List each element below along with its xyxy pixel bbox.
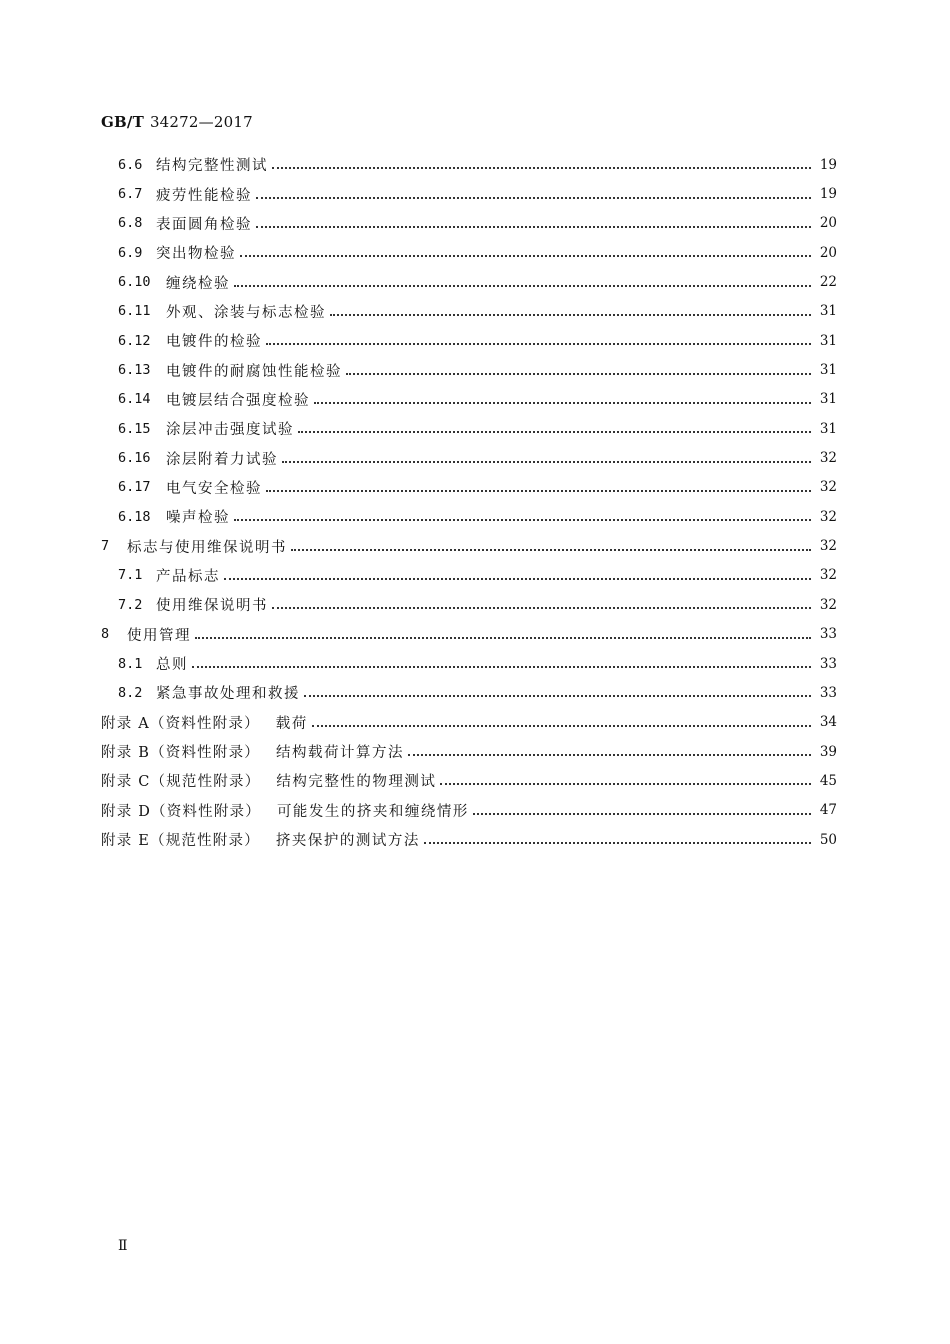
toc-entry-title: 电镀件的耐腐蚀性能检验 <box>166 363 342 380</box>
toc-entry-title: 使用维保说明书 <box>156 598 268 615</box>
toc-entry-title: 噪声检验 <box>166 510 230 527</box>
toc-entry-title: 涂层冲击强度试验 <box>166 422 294 439</box>
toc-entry-6-7[interactable] <box>101 179 837 208</box>
dot-leader <box>266 489 811 492</box>
toc-entry-number: 6.8 <box>118 215 143 232</box>
toc-entry-6-11[interactable] <box>101 297 837 326</box>
toc-entry-page: 19 <box>819 186 837 203</box>
dot-leader <box>282 460 811 463</box>
dot-leader <box>330 313 811 316</box>
toc-entry-title: 疲劳性能检验 <box>156 187 252 204</box>
dot-leader <box>272 606 811 609</box>
toc-entry-page: 33 <box>819 684 837 701</box>
toc-entry-6-6[interactable] <box>101 150 837 179</box>
toc-entry-title: 表面圆角检验 <box>156 216 252 233</box>
toc-entry-page: 32 <box>819 538 837 555</box>
toc-entry-title: 电气安全检验 <box>166 480 262 497</box>
toc-entry-page: 32 <box>819 567 837 584</box>
standard-number: 34272—2017 <box>149 113 253 131</box>
toc-entry-title: 外观、涂装与标志检验 <box>166 304 326 321</box>
dot-leader <box>234 518 811 521</box>
toc-entry-number: 6.16 <box>118 450 151 467</box>
toc-entry-number: 6.10 <box>118 274 151 291</box>
standard-code: GB/T <box>101 113 144 131</box>
toc-entry-number: 8.1 <box>118 655 143 672</box>
toc-entry-number: 8 <box>101 626 110 643</box>
appendix-page: 45 <box>819 772 837 789</box>
dot-leader <box>408 753 811 756</box>
dot-leader <box>314 401 811 404</box>
dot-leader <box>291 548 811 551</box>
toc-entry-6-17[interactable] <box>101 473 837 502</box>
toc-entry-number: 7 <box>101 538 110 555</box>
table-of-contents <box>101 150 837 854</box>
toc-entry-8-2[interactable] <box>101 678 837 707</box>
dot-leader <box>346 372 811 375</box>
toc-entry-number: 7.1 <box>118 567 143 584</box>
dot-leader <box>256 196 811 199</box>
toc-entry-page: 31 <box>819 391 837 408</box>
toc-entry-page: 31 <box>819 332 837 349</box>
toc-entry-number: 6.17 <box>118 479 151 496</box>
toc-entry-7[interactable] <box>101 531 837 560</box>
toc-entry-title: 结构完整性测试 <box>156 158 268 175</box>
appendix-title: 挤夹保护的测试方法 <box>275 833 420 850</box>
toc-entry-page: 31 <box>819 303 837 320</box>
toc-appendix-e[interactable] <box>101 825 837 854</box>
toc-entry-7-2[interactable] <box>101 590 837 619</box>
appendix-title: 结构载荷计算方法 <box>275 745 404 762</box>
dot-leader <box>424 841 811 844</box>
toc-entry-title: 标志与使用维保说明书 <box>127 539 287 556</box>
toc-entry-page: 20 <box>819 244 837 261</box>
toc-entry-title: 电镀件的检验 <box>166 334 262 351</box>
toc-entry-8-1[interactable] <box>101 649 837 678</box>
toc-entry-number: 6.15 <box>118 420 151 437</box>
toc-entry-page: 32 <box>819 479 837 496</box>
toc-entry-8[interactable] <box>101 620 837 649</box>
toc-entry-page: 31 <box>819 362 837 379</box>
toc-entry-6-8[interactable] <box>101 209 837 238</box>
toc-entry-title: 紧急事故处理和救援 <box>156 686 300 703</box>
toc-entry-page: 32 <box>819 450 837 467</box>
toc-appendix-a[interactable] <box>101 708 837 737</box>
appendix-label: 附录 B（资料性附录） <box>101 745 260 762</box>
dot-leader <box>224 577 811 580</box>
dot-leader <box>192 665 811 668</box>
toc-entry-number: 7.2 <box>118 596 143 613</box>
toc-entry-6-10[interactable] <box>101 267 837 296</box>
dot-leader <box>473 812 811 815</box>
toc-entry-number: 6.9 <box>118 244 143 261</box>
dot-leader <box>298 430 811 433</box>
appendix-label: 附录 A（资料性附录） <box>101 715 260 732</box>
toc-entry-6-12[interactable] <box>101 326 837 355</box>
appendix-page: 47 <box>819 802 837 819</box>
toc-entry-page: 33 <box>819 655 837 672</box>
toc-entry-title: 涂层附着力试验 <box>166 451 278 468</box>
toc-entry-number: 6.12 <box>118 332 151 349</box>
toc-appendix-c[interactable] <box>101 766 837 795</box>
toc-entry-title: 产品标志 <box>156 568 220 585</box>
dot-leader <box>195 636 811 639</box>
toc-entry-page: 32 <box>819 596 837 613</box>
dot-leader <box>234 284 811 287</box>
toc-entry-6-14[interactable] <box>101 385 837 414</box>
toc-entry-number: 6.6 <box>118 156 143 173</box>
toc-entry-6-9[interactable] <box>101 238 837 267</box>
toc-entry-number: 6.11 <box>118 303 151 320</box>
dot-leader <box>266 342 811 345</box>
appendix-title: 结构完整性的物理测试 <box>276 774 437 791</box>
toc-entry-page: 33 <box>819 626 837 643</box>
toc-entry-title: 电镀层结合强度检验 <box>166 392 310 409</box>
toc-entry-6-16[interactable] <box>101 443 837 472</box>
toc-entry-7-1[interactable] <box>101 561 837 590</box>
appendix-page: 50 <box>819 831 837 848</box>
toc-entry-page: 22 <box>819 274 837 291</box>
toc-entry-title: 突出物检验 <box>156 246 236 263</box>
toc-entry-title: 缠绕检验 <box>166 275 230 292</box>
dot-leader <box>312 724 811 727</box>
page-number: Ⅱ <box>118 1238 128 1254</box>
toc-entry-6-15[interactable] <box>101 414 837 443</box>
dot-leader <box>272 166 811 169</box>
toc-entry-number: 8.2 <box>118 684 143 701</box>
toc-appendix-b[interactable] <box>101 737 837 766</box>
appendix-label: 附录 C（规范性附录） <box>101 774 261 791</box>
toc-entry-title: 总则 <box>156 657 188 674</box>
appendix-label: 附录 E（规范性附录） <box>101 833 260 850</box>
toc-entry-number: 6.13 <box>118 362 151 379</box>
toc-entry-page: 20 <box>819 215 837 232</box>
appendix-page: 39 <box>819 743 837 760</box>
standard-header <box>101 113 253 131</box>
toc-entry-title: 使用管理 <box>127 627 191 644</box>
dot-leader <box>440 782 811 785</box>
appendix-title: 可能发生的挤夹和缠绕情形 <box>276 803 469 820</box>
toc-entry-6-18[interactable] <box>101 502 837 531</box>
dot-leader <box>256 225 811 228</box>
appendix-page: 34 <box>819 714 837 731</box>
toc-entry-number: 6.18 <box>118 508 151 525</box>
dot-leader <box>304 694 811 697</box>
appendix-label: 附录 D（资料性附录） <box>101 803 261 820</box>
toc-entry-page: 31 <box>819 420 837 437</box>
toc-entry-6-13[interactable] <box>101 355 837 384</box>
toc-entry-number: 6.7 <box>118 186 143 203</box>
toc-appendix-d[interactable] <box>101 796 837 825</box>
toc-entry-page: 32 <box>819 508 837 525</box>
toc-entry-page: 19 <box>819 156 837 173</box>
toc-entry-number: 6.14 <box>118 391 151 408</box>
dot-leader <box>240 254 811 257</box>
appendix-title: 载荷 <box>275 715 308 732</box>
